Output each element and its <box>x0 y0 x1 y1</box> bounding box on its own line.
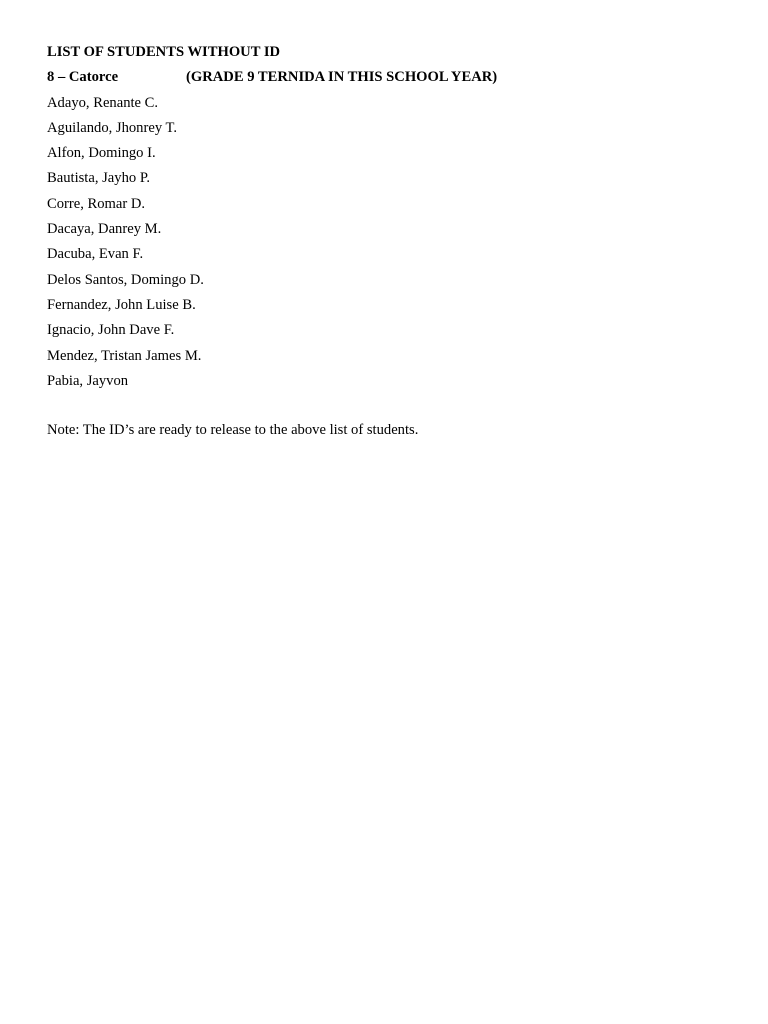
student-name: Bautista, Jayho P. <box>47 170 150 187</box>
student-name: Corre, Romar D. <box>47 195 146 212</box>
student-name: Alfon, Domingo I. <box>47 145 156 162</box>
document-title: LIST OF STUDENTS WITHOUT ID <box>47 44 281 60</box>
release-note: Note: The ID’s are ready to release to the above list of students. <box>47 422 419 439</box>
section-name: 8 – Catorce <box>47 69 119 86</box>
student-list <box>47 91 727 395</box>
student-name: Aguilando, Jhonrey T. <box>47 119 177 136</box>
paragraph-spacer <box>47 394 727 418</box>
student-name: Dacaya, Danrey M. <box>47 221 162 238</box>
student-name: Pabia, Jayvon <box>47 372 129 389</box>
student-name: Dacuba, Evan F. <box>47 246 144 263</box>
student-name: Adayo, Renante C. <box>47 94 159 111</box>
student-name: Mendez, Tristan James M. <box>47 347 202 364</box>
section-heading <box>47 65 727 90</box>
student-name: Fernandez, John Luise B. <box>47 296 196 313</box>
document-content <box>47 40 727 443</box>
section-note: (GRADE 9 TERNIDA IN THIS SCHOOL YEAR) <box>186 69 498 86</box>
student-name: Ignacio, John Dave F. <box>47 322 175 339</box>
student-name: Delos Santos, Domingo D. <box>47 271 204 288</box>
